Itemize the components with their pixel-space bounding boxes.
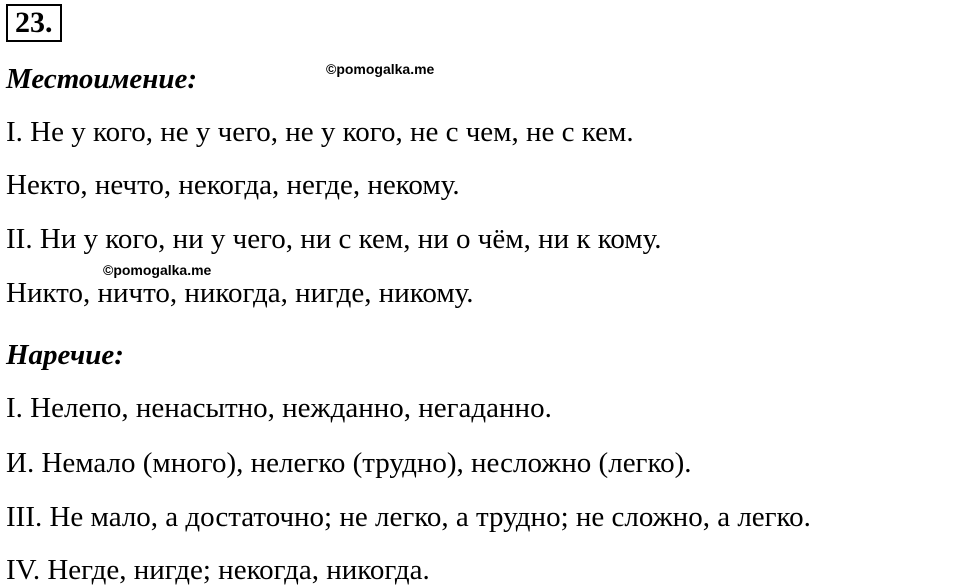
pronoun-line-2: Некто, нечто, некогда, негде, некому. xyxy=(6,169,460,201)
pronoun-line-1: I. Не у кого, не у чего, не у кого, не с чем, не с кем. xyxy=(6,116,634,148)
pronoun-line-4: Никто, ничто, никогда, нигде, никому. xyxy=(6,277,474,309)
adverb-line-3: III. Не мало, а достаточно; не легко, а трудно; не сложно, а легко. xyxy=(6,501,811,533)
watermark: ©pomogalka.me xyxy=(326,61,435,77)
adverb-line-4: IV. Негде, нигде; некогда, никогда. xyxy=(6,554,430,586)
watermark: ©pomogalka.me xyxy=(103,262,212,278)
adverb-line-2: И. Немало (много), нелегко (трудно), несложно (легко). xyxy=(6,447,692,479)
adverb-heading: Наречие: xyxy=(6,339,124,371)
pronoun-heading: Местоимение: xyxy=(6,63,198,95)
task-number: 23. xyxy=(6,4,62,42)
adverb-line-1: I. Нелепо, ненасытно, нежданно, негаданно. xyxy=(6,392,552,424)
pronoun-line-3: II. Ни у кого, ни у чего, ни с кем, ни о чём, ни к кому. xyxy=(6,223,662,255)
